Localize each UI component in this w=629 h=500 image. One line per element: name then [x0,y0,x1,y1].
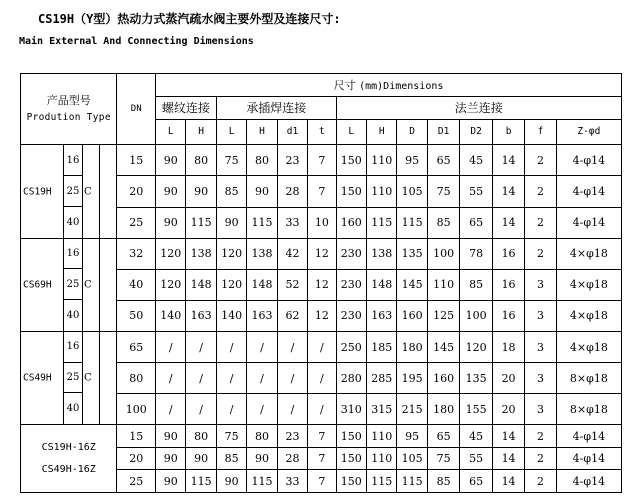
value-cell: 2 [525,145,556,176]
value-cell: 110 [367,425,397,448]
value-cell: 18 [492,331,524,362]
column-header: D2 [460,119,492,145]
value-cell: 160 [397,300,427,331]
pressure-list [63,239,83,331]
column-header: Z-φd [556,119,621,145]
pressure-value: 40 [66,403,80,415]
dn-cell: 40 [117,269,156,300]
value-cell: 163 [367,300,397,331]
bottom-model-cell [21,425,117,493]
value-cell: 105 [397,176,427,207]
value-cell: 14 [492,447,524,470]
value-cell: 90 [155,470,185,493]
column-header: L [155,119,185,145]
value-cell: 80 [186,425,216,448]
value-cell: 3 [525,363,556,394]
value-cell: 7 [308,470,336,493]
value-cell: 2 [525,447,556,470]
value-cell: 135 [460,363,492,394]
model-box [21,239,116,331]
value-cell: 2 [525,238,556,269]
value-cell: 16 [492,300,524,331]
value-cell: / [155,394,185,425]
value-cell: / [186,331,216,362]
value-cell: 180 [427,394,459,425]
value-cell: 3 [525,300,556,331]
product-type-cn: 产品型号 [46,94,91,108]
value-cell: 230 [336,300,366,331]
value-cell: / [308,394,336,425]
value-cell: 75 [427,176,459,207]
pressure-value: 25 [64,176,82,207]
dn-cell: 20 [117,447,156,470]
value-cell: 185 [367,331,397,362]
value-cell: 23 [277,145,307,176]
class-letter: C [84,186,92,198]
value-cell: / [308,363,336,394]
value-cell: 95 [397,425,427,448]
model-label: CS49H [23,372,52,384]
value-cell: 12 [308,269,336,300]
column-header: H [186,119,216,145]
value-cell: / [308,331,336,362]
value-cell: 160 [336,207,366,238]
value-cell: 310 [336,394,366,425]
value-cell: 75 [216,425,246,448]
table-row [21,425,622,448]
value-cell: 33 [277,470,307,493]
value-cell: 115 [247,207,277,238]
value-cell: 90 [247,447,277,470]
pressure-list [63,145,83,237]
value-cell: / [216,331,246,362]
value-cell: / [277,394,307,425]
value-cell: 10 [308,207,336,238]
model-label: CS19H [23,186,52,198]
value-cell: 20 [492,394,524,425]
pressure-value: 25 [64,363,82,394]
value-cell: 115 [247,470,277,493]
value-cell: 140 [216,300,246,331]
value-cell: 75 [216,145,246,176]
value-cell: 180 [397,331,427,362]
model-label: CS69H [23,279,52,291]
value-cell: 230 [336,269,366,300]
value-cell: / [216,363,246,394]
value-cell: 16 [492,269,524,300]
column-header: D [397,119,427,145]
value-cell: 145 [427,331,459,362]
model-box [21,332,116,424]
dimensions-cn: 尺寸 [333,78,356,92]
value-cell: 215 [397,394,427,425]
value-cell: 115 [186,207,216,238]
value-cell: 80 [247,145,277,176]
pressure-value: 16 [64,145,82,176]
table-row [21,145,622,176]
dn-cell: 25 [117,470,156,493]
value-cell: 33 [277,207,307,238]
column-header: H [247,119,277,145]
value-cell: 90 [155,425,185,448]
dimensions-header [155,74,621,97]
pressure-list [63,332,83,424]
column-header: d1 [277,119,307,145]
value-cell: 105 [397,447,427,470]
column-header: b [492,119,524,145]
value-cell: 138 [186,238,216,269]
pressure-value: 25 [64,269,82,300]
value-cell: / [186,394,216,425]
value-cell: 85 [427,207,459,238]
value-cell: 55 [460,447,492,470]
value-cell: 148 [186,269,216,300]
value-cell: 138 [247,238,277,269]
value-cell: 4-φ14 [556,470,621,493]
value-cell: 4-φ14 [556,207,621,238]
value-cell: 28 [277,176,307,207]
value-cell: 115 [367,470,397,493]
value-cell: 4-φ14 [556,425,621,448]
dn-cell: 15 [117,145,156,176]
value-cell: 16 [492,238,524,269]
value-cell: 7 [308,176,336,207]
value-cell: 150 [336,470,366,493]
model-cell [21,238,117,331]
value-cell: 65 [460,207,492,238]
value-cell: / [277,331,307,362]
value-cell: 65 [460,470,492,493]
value-cell: 23 [277,425,307,448]
column-header: t [308,119,336,145]
value-cell: / [277,363,307,394]
value-cell: 7 [308,425,336,448]
value-cell: 150 [336,447,366,470]
value-cell: 285 [367,363,397,394]
pressure-value: 40 [66,310,80,322]
value-cell: 65 [427,425,459,448]
flange-group-header: 法兰连接 [336,96,621,119]
product-type-en: Prodution Type [26,112,111,124]
value-cell: 90 [247,176,277,207]
value-cell: / [186,363,216,394]
value-cell: 65 [427,145,459,176]
value-cell: 45 [460,145,492,176]
value-cell: 8×φ18 [556,394,621,425]
column-header: L [336,119,366,145]
table-row [21,331,622,362]
value-cell: 110 [427,269,459,300]
product-type-header [21,74,117,145]
value-cell: 4×φ18 [556,238,621,269]
table-row [21,238,622,269]
dimensions-en: (mm)Dimensions [359,80,444,92]
value-cell: 95 [397,145,427,176]
value-cell: 4×φ18 [556,300,621,331]
model-label: CS49H-16Z [41,463,96,475]
value-cell: / [155,331,185,362]
pressure-value: 16 [64,239,82,270]
value-cell: 7 [308,447,336,470]
value-cell: 3 [525,394,556,425]
value-cell: 85 [216,447,246,470]
value-cell: 115 [367,207,397,238]
value-cell: 100 [460,300,492,331]
dn-cell: 20 [117,176,156,207]
dimensions-table [20,73,622,493]
model-cell [21,331,117,424]
value-cell: 2 [525,470,556,493]
value-cell: 90 [186,447,216,470]
value-cell: 62 [277,300,307,331]
dn-cell: 100 [117,394,156,425]
class-letter: C [84,279,92,291]
value-cell: 138 [367,238,397,269]
value-cell: 120 [155,238,185,269]
value-cell: 230 [336,238,366,269]
value-cell: 120 [460,331,492,362]
value-cell: / [216,394,246,425]
model-cell [21,145,117,238]
value-cell: 20 [492,363,524,394]
column-header: L [216,119,246,145]
value-cell: 150 [336,176,366,207]
value-cell: / [247,394,277,425]
value-cell: 52 [277,269,307,300]
value-cell: 45 [460,425,492,448]
value-cell: 3 [525,269,556,300]
dn-cell: 25 [117,207,156,238]
value-cell: / [155,363,185,394]
value-cell: / [247,363,277,394]
value-cell: 110 [367,145,397,176]
value-cell: 145 [397,269,427,300]
dn-cell: 15 [117,425,156,448]
value-cell: 315 [367,394,397,425]
value-cell: 115 [397,207,427,238]
value-cell: 163 [247,300,277,331]
value-cell: 140 [155,300,185,331]
value-cell: 115 [186,470,216,493]
value-cell: 14 [492,207,524,238]
value-cell: 80 [186,145,216,176]
dn-cell: 32 [117,238,156,269]
value-cell: 195 [397,363,427,394]
title-chinese: CS19H（Y型）热动力式蒸汽疏水阀主要外型及连接尺寸: [38,12,341,26]
value-cell: 135 [397,238,427,269]
value-cell: 148 [247,269,277,300]
divider [99,239,100,331]
value-cell: 90 [155,207,185,238]
value-cell: 12 [308,238,336,269]
value-cell: 90 [155,176,185,207]
value-cell: 4-φ14 [556,176,621,207]
value-cell: 100 [427,238,459,269]
value-cell: 4×φ18 [556,269,621,300]
value-cell: 85 [460,269,492,300]
value-cell: 7 [308,145,336,176]
dn-cell: 80 [117,363,156,394]
value-cell: 90 [216,470,246,493]
value-cell: 12 [308,300,336,331]
value-cell: 28 [277,447,307,470]
value-cell: 90 [186,176,216,207]
value-cell: 90 [216,207,246,238]
model-box [21,145,116,237]
value-cell: 78 [460,238,492,269]
dn-cell: 65 [117,331,156,362]
value-cell: 125 [427,300,459,331]
value-cell: 110 [367,176,397,207]
value-cell: 250 [336,331,366,362]
value-cell: 85 [427,470,459,493]
value-cell: 120 [216,238,246,269]
column-header: f [525,119,556,145]
value-cell: 4-φ14 [556,145,621,176]
value-cell: 55 [460,176,492,207]
value-cell: 160 [427,363,459,394]
value-cell: 80 [247,425,277,448]
pressure-value: 40 [66,216,80,228]
value-cell: 115 [397,470,427,493]
value-cell: 110 [367,447,397,470]
class-letter: C [84,372,92,384]
pressure-value: 16 [64,332,82,363]
value-cell: / [247,331,277,362]
value-cell: 14 [492,145,524,176]
value-cell: 90 [155,447,185,470]
value-cell: 150 [336,425,366,448]
value-cell: 3 [525,331,556,362]
value-cell: 155 [460,394,492,425]
dn-header: DN [117,74,156,145]
value-cell: 2 [525,425,556,448]
title-english: Main External And Connecting Dimensions [19,36,254,47]
value-cell: 2 [525,207,556,238]
divider [99,332,100,424]
value-cell: 2 [525,176,556,207]
value-cell: 75 [427,447,459,470]
value-cell: 4-φ14 [556,447,621,470]
column-header: H [367,119,397,145]
value-cell: 14 [492,425,524,448]
value-cell: 120 [155,269,185,300]
value-cell: 148 [367,269,397,300]
value-cell: 42 [277,238,307,269]
value-cell: 163 [186,300,216,331]
dn-cell: 50 [117,300,156,331]
socket-group-header: 承插焊连接 [216,96,336,119]
value-cell: 280 [336,363,366,394]
value-cell: 14 [492,176,524,207]
value-cell: 85 [216,176,246,207]
model-label: CS19H-16Z [41,441,96,453]
value-cell: 14 [492,470,524,493]
value-cell: 120 [216,269,246,300]
value-cell: 90 [155,145,185,176]
divider [99,145,100,237]
value-cell: 8×φ18 [556,363,621,394]
column-header: D1 [427,119,459,145]
threaded-group-header: 螺纹连接 [155,96,216,119]
value-cell: 150 [336,145,366,176]
value-cell: 4×φ18 [556,331,621,362]
